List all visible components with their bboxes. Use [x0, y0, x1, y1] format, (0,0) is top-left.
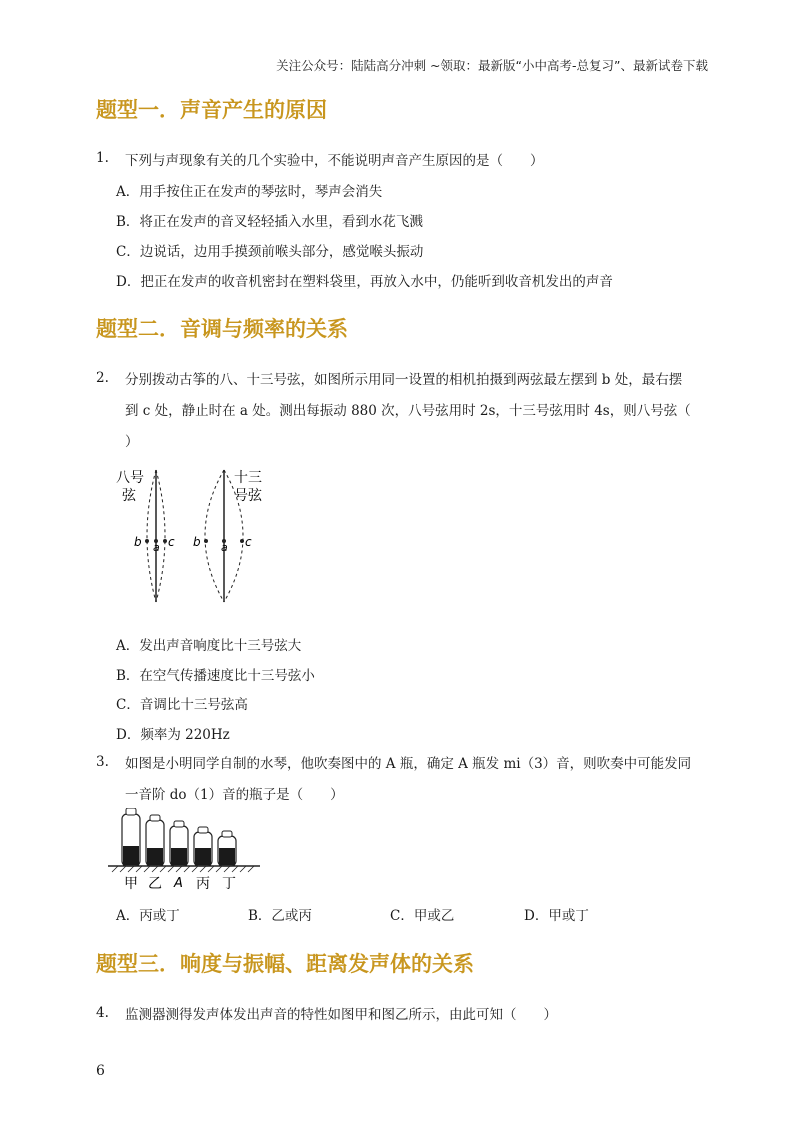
question-2-option-a: A．发出声音响度比十三号弦大 — [116, 638, 302, 654]
string-thirteen-label-line-2: 号弦 — [234, 488, 262, 504]
label-b-right: b — [193, 535, 201, 549]
question-2-number: 2. — [96, 370, 109, 386]
bottle-jia — [122, 808, 140, 866]
question-2-stem-line-2: 到 c 处，静止时在 a 处。测出每振动 880 次，八号弦用时 2s，十三号弦用时 4s，则八号弦（ — [125, 403, 691, 419]
question-3-stem-line-2: 一音阶 do（1）音的瓶子是（ ） — [125, 787, 344, 803]
string-thirteen-label-line-1: 十三 — [234, 470, 262, 486]
question-2-stem-line-3: ） — [125, 434, 139, 450]
bottle-label-jia: 甲 — [124, 876, 138, 892]
bottle-label-yi: 乙 — [148, 876, 162, 892]
string-eight-label-line-1: 八号 — [116, 470, 144, 486]
question-1-option-c: C．边说话，边用手摸颈前喉头部分，感觉喉头振动 — [116, 244, 424, 260]
bottle-ding — [218, 831, 236, 866]
bottle-label-a: A — [174, 876, 183, 891]
question-4-stem: 监测器测得发声体发出声音的特性如图甲和图乙所示，由此可知（ ） — [125, 1007, 557, 1023]
section-title-3: 题型三．响度与振幅、距离发声体的关系 — [96, 952, 474, 976]
bottle-bing — [194, 827, 212, 866]
string-thirteen-diagram — [193, 470, 263, 602]
question-3-option-c: C．甲或乙 — [390, 908, 455, 924]
bottle-yi — [146, 815, 164, 866]
question-2-stem-line-1: 分别拨动古筝的八、十三号弦，如图所示用同一设置的相机拍摄到两弦最左摆到 b 处，最右摆 — [125, 372, 683, 388]
question-2-option-b: B．在空气传播速度比十三号弦小 — [116, 668, 315, 684]
question-4-number: 4. — [96, 1005, 109, 1021]
page-header: 关注公众号：陆陆高分冲刺 ~领取：最新版“小中高考-总复习”、最新试卷下载 — [276, 58, 708, 73]
page-number: 6 — [96, 1063, 105, 1079]
question-1-option-a: A．用手按住正在发声的琴弦时，琴声会消失 — [116, 184, 383, 200]
question-2-option-d: D．频率为 220Hz — [116, 727, 230, 743]
string-vibration-figure — [112, 462, 272, 607]
string-eight-label-line-2: 弦 — [122, 488, 136, 504]
label-c-right: c — [245, 535, 252, 549]
question-3-option-a: A．丙或丁 — [116, 908, 180, 924]
question-1-option-b: B．将正在发声的音叉轻轻插入水里，看到水花飞溅 — [116, 214, 423, 230]
bottle-label-bing: 丙 — [196, 876, 210, 892]
label-c-left: c — [168, 535, 175, 549]
question-1-number: 1. — [96, 150, 109, 166]
label-b-left: b — [134, 535, 142, 549]
question-3-option-b: B．乙或丙 — [248, 908, 312, 924]
bottle-label-ding: 丁 — [222, 876, 236, 892]
point-c-left — [163, 539, 167, 543]
label-a-left: a — [153, 541, 160, 554]
point-c-right — [240, 539, 244, 543]
section-title-2: 题型二．音调与频率的关系 — [96, 317, 348, 341]
label-a-right: a — [221, 541, 228, 554]
section-title-1: 题型一．声音产生的原因 — [96, 98, 327, 122]
question-1-option-d: D．把正在发声的收音机密封在塑料袋里，再放入水中，仍能听到收音机发出的声音 — [116, 274, 613, 290]
question-3-number: 3. — [96, 754, 109, 770]
bottle-a — [170, 821, 188, 866]
question-3-option-d: D．甲或丁 — [524, 908, 589, 924]
point-b-left — [145, 539, 149, 543]
string-eight-diagram — [116, 470, 175, 602]
question-1-stem: 下列与声现象有关的几个实验中，不能说明声音产生原因的是（ ） — [125, 153, 544, 169]
question-2-option-c: C．音调比十三号弦高 — [116, 697, 248, 713]
water-bottles-figure — [108, 808, 268, 894]
question-3-stem-line-1: 如图是小明同学自制的水琴，他吹奏图中的 A 瓶，确定 A 瓶发 mi（3）音，则吹奏中可能发同 — [125, 756, 692, 772]
point-b-right — [204, 539, 208, 543]
